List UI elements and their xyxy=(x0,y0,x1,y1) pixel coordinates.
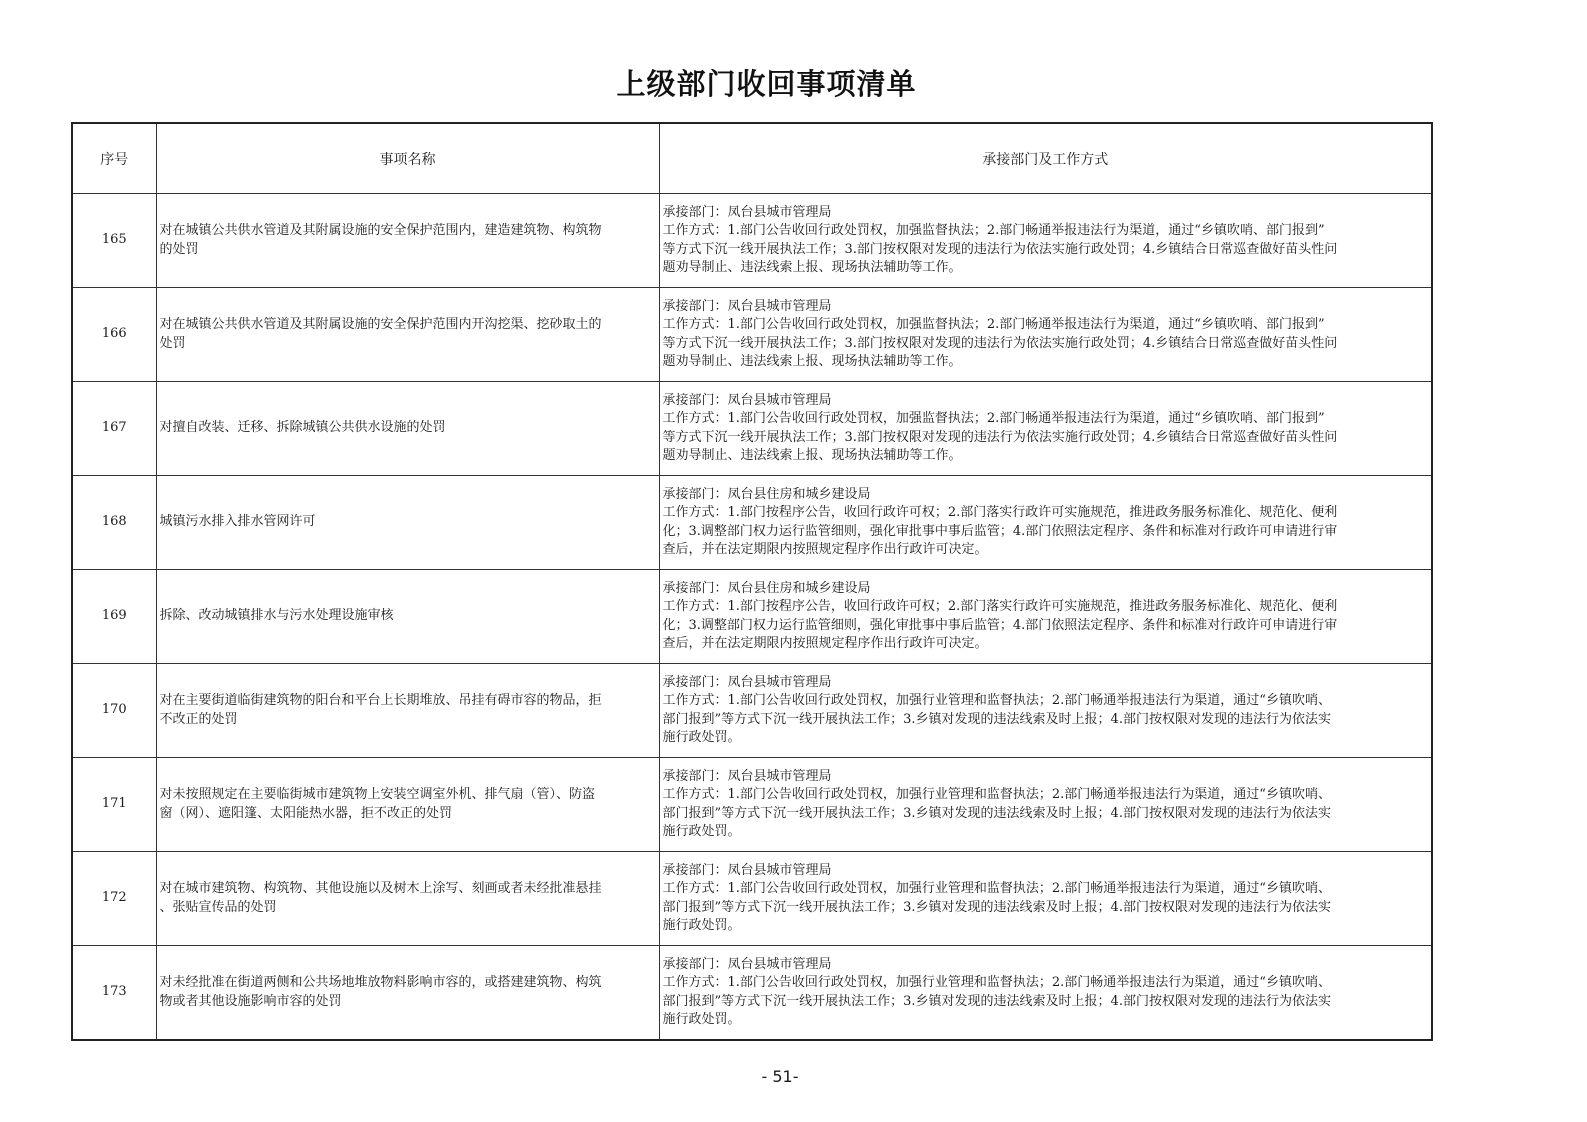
dept-method-line: 承接部门：凤台县城市管理局 xyxy=(662,392,832,408)
page-title: 上级部门收回事项清单 xyxy=(616,67,917,101)
item-name-cell xyxy=(156,476,659,570)
table-row xyxy=(72,194,1432,288)
dept-method-line: 工作方式：1.部门公告收回行政处罚权，加强监督执法；2.部门畅通举报违法行为渠道，通过“乡镇吹哨、部门报到” xyxy=(662,317,1325,332)
dept-method-line: 部门报到”等方式下沉一线开展执法工作；3.乡镇对发现的违法线索及时上报；4.部门按权限对发现的违法行为依法实 xyxy=(662,711,1331,727)
dept-method-line: 施行政处罚。 xyxy=(662,1012,741,1027)
dept-method-line: 题劝导制止、违法线索上报、现场执法辅助等工作。 xyxy=(662,260,962,275)
item-name-cell xyxy=(156,664,659,758)
dept-method-line: 工作方式：1.部门公告收回行政处罚权，加强监督执法；2.部门畅通举报违法行为渠道，通过“乡镇吹哨、部门报到” xyxy=(662,223,1325,238)
dept-method-line: 工作方式：1.部门公告收回行政处罚权，加强行业管理和监督执法；2.部门畅通举报违法行为渠道，通过“乡镇吹哨、 xyxy=(662,975,1331,990)
dept-method-line: 部门报到”等方式下沉一线开展执法工作；3.乡镇对发现的违法线索及时上报；4.部门按权限对发现的违法行为依法实 xyxy=(662,993,1331,1009)
item-name-line: 对在城镇公共供水管道及其附属设施的安全保护范围内，建造建筑物、构筑物 xyxy=(159,223,602,238)
dept-method-cell xyxy=(659,476,1432,570)
dept-method-cell xyxy=(659,664,1432,758)
item-name-line: 的处罚 xyxy=(159,241,199,257)
item-name-line: 城镇污水排入排水管网许可 xyxy=(159,514,316,530)
items-table xyxy=(71,122,1433,1041)
dept-method-cell xyxy=(659,758,1432,852)
item-name-cell xyxy=(156,852,659,946)
dept-method-line: 部门报到”等方式下沉一线开展执法工作；3.乡镇对发现的违法线索及时上报；4.部门按权限对发现的违法行为依法实 xyxy=(662,805,1331,821)
header-no: 序号 xyxy=(72,123,156,194)
table-body xyxy=(72,194,1432,1041)
dept-method-line: 工作方式：1.部门按程序公告，收回行政许可权；2.部门落实行政许可实施规范，推进政务服务标准化、规范化、便利 xyxy=(662,505,1338,520)
row-number: 172 xyxy=(72,852,156,946)
dept-method-line: 化；3.调整部门权力运行监管细则，强化审批事中事后监管；4.部门依照法定程序、条件和标准对行政许可申请进行审 xyxy=(662,617,1338,633)
dept-method-line: 工作方式：1.部门公告收回行政处罚权，加强行业管理和监督执法；2.部门畅通举报违法行为渠道，通过“乡镇吹哨、 xyxy=(662,693,1331,708)
page-number: - 51- xyxy=(761,1067,799,1086)
dept-method-line: 等方式下沉一线开展执法工作；3.部门按权限对发现的违法行为依法实施行政处罚；4.乡镇结合日常巡查做好苗头性问 xyxy=(662,241,1338,257)
dept-method-line: 承接部门：凤台县城市管理局 xyxy=(662,204,832,220)
dept-method-cell xyxy=(659,288,1432,382)
row-number: 169 xyxy=(72,570,156,664)
item-name-line: 对擅自改装、迁移、拆除城镇公共供水设施的处罚 xyxy=(159,420,446,436)
dept-method-line: 承接部门：凤台县住房和城乡建设局 xyxy=(662,580,871,596)
table-row xyxy=(72,946,1432,1041)
item-name-line: 处罚 xyxy=(159,335,186,351)
item-name-cell xyxy=(156,382,659,476)
item-name-cell xyxy=(156,194,659,288)
table-row xyxy=(72,476,1432,570)
dept-method-cell xyxy=(659,852,1432,946)
item-name-line: 拆除、改动城镇排水与污水处理设施审核 xyxy=(159,608,394,624)
dept-method-line: 承接部门：凤台县城市管理局 xyxy=(662,298,832,314)
dept-method-line: 承接部门：凤台县城市管理局 xyxy=(662,956,832,972)
dept-method-line: 工作方式：1.部门公告收回行政处罚权，加强监督执法；2.部门畅通举报违法行为渠道，通过“乡镇吹哨、部门报到” xyxy=(662,411,1325,426)
dept-method-line: 等方式下沉一线开展执法工作；3.部门按权限对发现的违法行为依法实施行政处罚；4.乡镇结合日常巡查做好苗头性问 xyxy=(662,429,1338,445)
item-name-line: 对未按照规定在主要临街城市建筑物上安装空调室外机、排气扇（管）、防盗 xyxy=(159,787,596,802)
dept-method-line: 施行政处罚。 xyxy=(662,730,741,745)
dept-method-cell xyxy=(659,570,1432,664)
item-name-cell xyxy=(156,570,659,664)
dept-method-line: 承接部门：凤台县城市管理局 xyxy=(662,862,832,878)
dept-method-line: 题劝导制止、违法线索上报、现场执法辅助等工作。 xyxy=(662,354,962,369)
row-number: 168 xyxy=(72,476,156,570)
dept-method-line: 承接部门：凤台县城市管理局 xyxy=(662,768,832,784)
dept-method-line: 等方式下沉一线开展执法工作；3.部门按权限对发现的违法行为依法实施行政处罚；4.乡镇结合日常巡查做好苗头性问 xyxy=(662,335,1338,351)
dept-method-line: 化；3.调整部门权力运行监管细则，强化审批事中事后监管；4.部门依照法定程序、条件和标准对行政许可申请进行审 xyxy=(662,523,1338,539)
header-dept: 承接部门及工作方式 xyxy=(659,123,1432,194)
dept-method-line: 查后，并在法定期限内按照规定程序作出行政许可决定。 xyxy=(662,636,988,651)
dept-method-line: 承接部门：凤台县城市管理局 xyxy=(662,674,832,690)
item-name-line: 物或者其他设施影响市容的处罚 xyxy=(159,993,342,1009)
table-header-row xyxy=(72,123,1432,194)
dept-method-line: 施行政处罚。 xyxy=(662,918,741,933)
dept-method-line: 工作方式：1.部门公告收回行政处罚权，加强行业管理和监督执法；2.部门畅通举报违法行为渠道，通过“乡镇吹哨、 xyxy=(662,787,1331,802)
item-name-cell xyxy=(156,946,659,1041)
table-row xyxy=(72,570,1432,664)
item-name-line: 对在城镇公共供水管道及其附属设施的安全保护范围内开沟挖渠、挖砂取土的 xyxy=(159,317,602,332)
row-number: 170 xyxy=(72,664,156,758)
table-row xyxy=(72,758,1432,852)
table-row xyxy=(72,288,1432,382)
dept-method-cell xyxy=(659,946,1432,1041)
dept-method-line: 工作方式：1.部门公告收回行政处罚权，加强行业管理和监督执法；2.部门畅通举报违法行为渠道，通过“乡镇吹哨、 xyxy=(662,881,1331,896)
item-name-line: 窗（网）、遮阳篷、太阳能热水器，拒不改正的处罚 xyxy=(159,805,453,821)
table-row xyxy=(72,664,1432,758)
table-row xyxy=(72,382,1432,476)
dept-method-line: 施行政处罚。 xyxy=(662,824,741,839)
dept-method-cell xyxy=(659,382,1432,476)
item-name-line: 、张贴宣传品的处罚 xyxy=(159,899,277,915)
dept-method-line: 工作方式：1.部门按程序公告，收回行政许可权；2.部门落实行政许可实施规范，推进政务服务标准化、规范化、便利 xyxy=(662,599,1338,614)
row-number: 167 xyxy=(72,382,156,476)
dept-method-line: 部门报到”等方式下沉一线开展执法工作；3.乡镇对发现的违法线索及时上报；4.部门按权限对发现的违法行为依法实 xyxy=(662,899,1331,915)
item-name-line: 对在城市建筑物、构筑物、其他设施以及树木上涂写、刻画或者未经批准悬挂 xyxy=(159,881,602,896)
header-name: 事项名称 xyxy=(156,123,659,194)
item-name-line: 不改正的处罚 xyxy=(159,711,238,727)
row-number: 171 xyxy=(72,758,156,852)
dept-method-line: 查后，并在法定期限内按照规定程序作出行政许可决定。 xyxy=(662,542,988,557)
dept-method-line: 题劝导制止、违法线索上报、现场执法辅助等工作。 xyxy=(662,448,962,463)
item-name-line: 对在主要街道临街建筑物的阳台和平台上长期堆放、吊挂有碍市容的物品，拒 xyxy=(159,693,602,708)
row-number: 173 xyxy=(72,946,156,1041)
row-number: 166 xyxy=(72,288,156,382)
row-number: 165 xyxy=(72,194,156,288)
item-name-cell xyxy=(156,288,659,382)
table-row xyxy=(72,852,1432,946)
dept-method-line: 承接部门：凤台县住房和城乡建设局 xyxy=(662,486,871,502)
item-name-line: 对未经批准在街道两侧和公共场地堆放物料影响市容的，或搭建建筑物、构筑 xyxy=(159,975,602,990)
dept-method-cell xyxy=(659,194,1432,288)
item-name-cell xyxy=(156,758,659,852)
